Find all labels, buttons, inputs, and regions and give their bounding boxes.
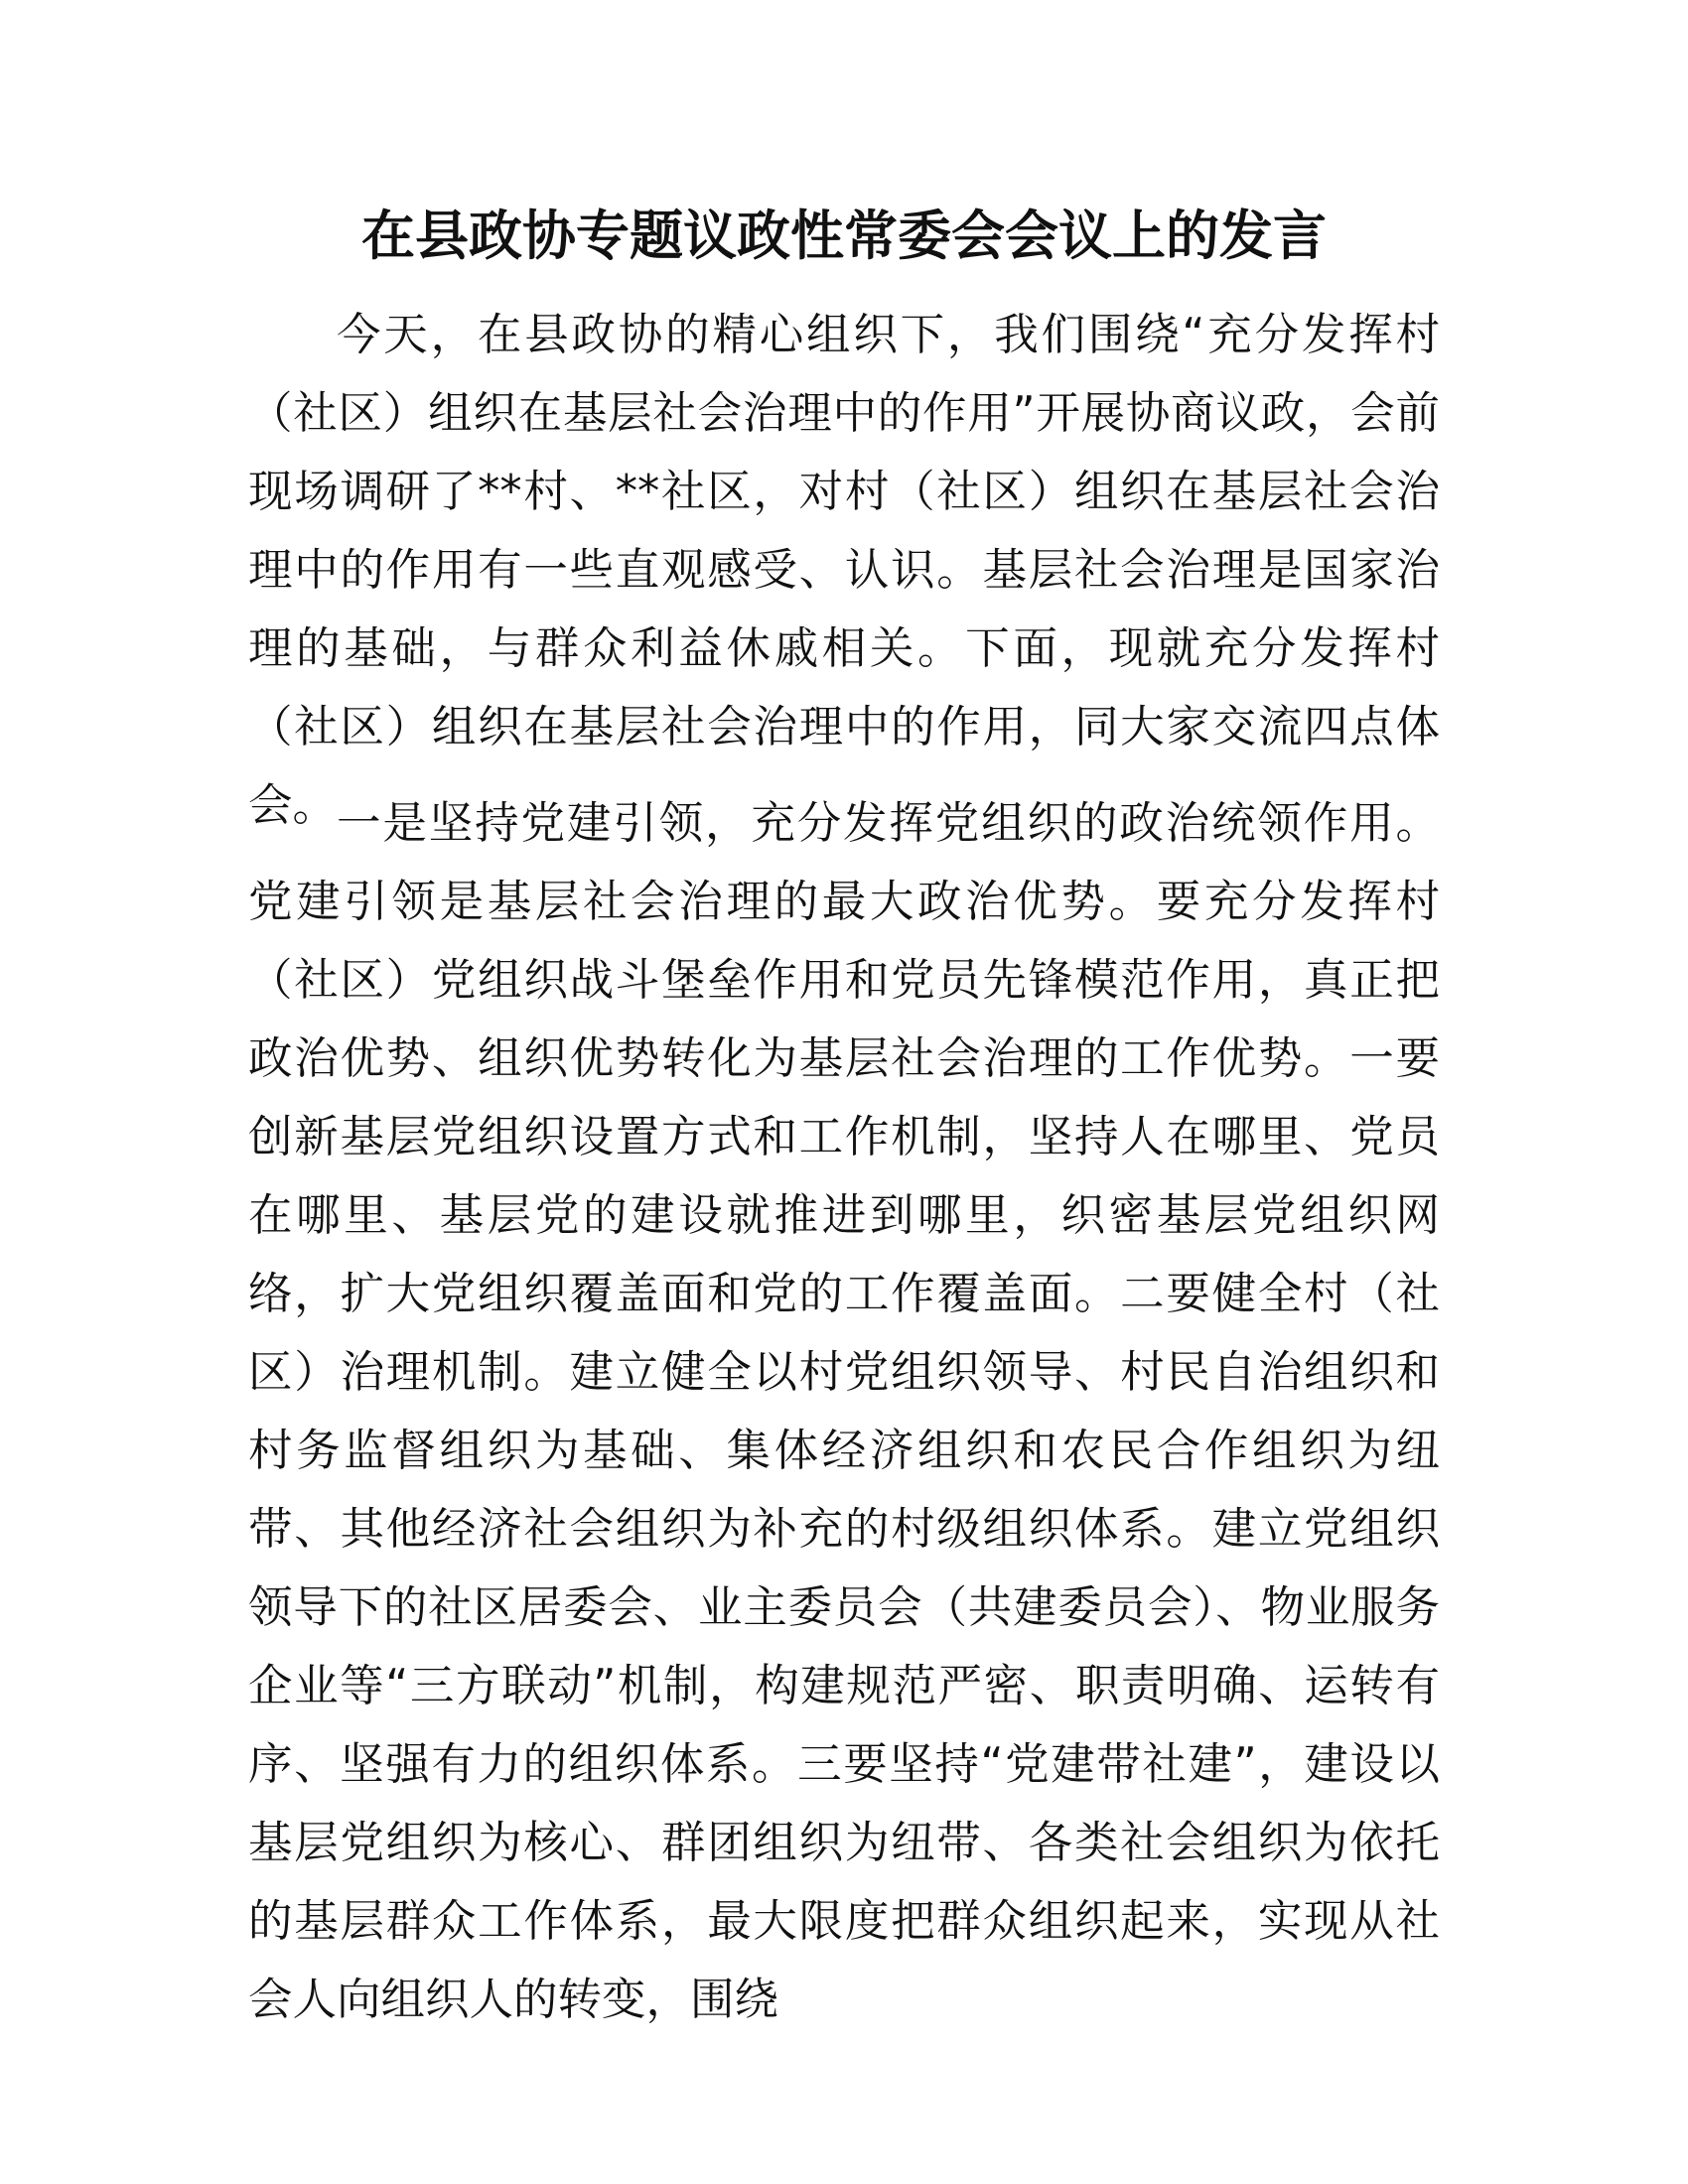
document-title: 在县政协专题议政性常委会会议上的发言 — [361, 205, 1327, 267]
paragraph-intro: 今天，在县政协的精心组织下，我们围绕“充分发挥村（社区）组织在基层社会治理中的作用”开展协商议政，会前现场调研了**村、**社区，对村（社区）组织在基层社会治理中的作用有一些直观感受、认识。基层社会治理是国家治理的基础，与群众利益休戚相关。下面，现就充分发挥村（社区）组织在基层社会治理中的作用，同大家交流四点体会。 — [248, 310, 1440, 831]
paragraph-point-one: 一是坚持党建引领，充分发挥党组织的政治统领作用。党建引领是基层社会治理的最大政治优势。要充分发挥村（社区）党组织战斗堡垒作用和党员先锋模范作用，真正把政治优势、组织优势转化为基层社会治理的工作优势。一要创新基层党组织设置方式和工作机制，坚持人在哪里、党员在哪里、基层党的建设就推进到哪里，织密基层党组织网络，扩大党组织覆盖面和党的工作覆盖面。二要健全村（社区）治理机制。建立健全以村党组织领导、村民自治组织和村务监督组织为基础、集体经济组织和农民合作组织为纽带、其他经济社会组织为补充的村级组织体系。建立党组织领导下的社区居委会、业主委员会（共建委员会）、物业服务企业等“三方联动”机制，构建规范严密、职责明确、运转有序、坚强有力的组织体系。三要坚持“党建带社建”，建设以基层党组织为核心、群团组织为纽带、各类社会组织为依托的基层群众工作体系，最大限度把群众组织起来，实现从社会人向组织人的转变，围绕 — [248, 798, 1440, 2025]
